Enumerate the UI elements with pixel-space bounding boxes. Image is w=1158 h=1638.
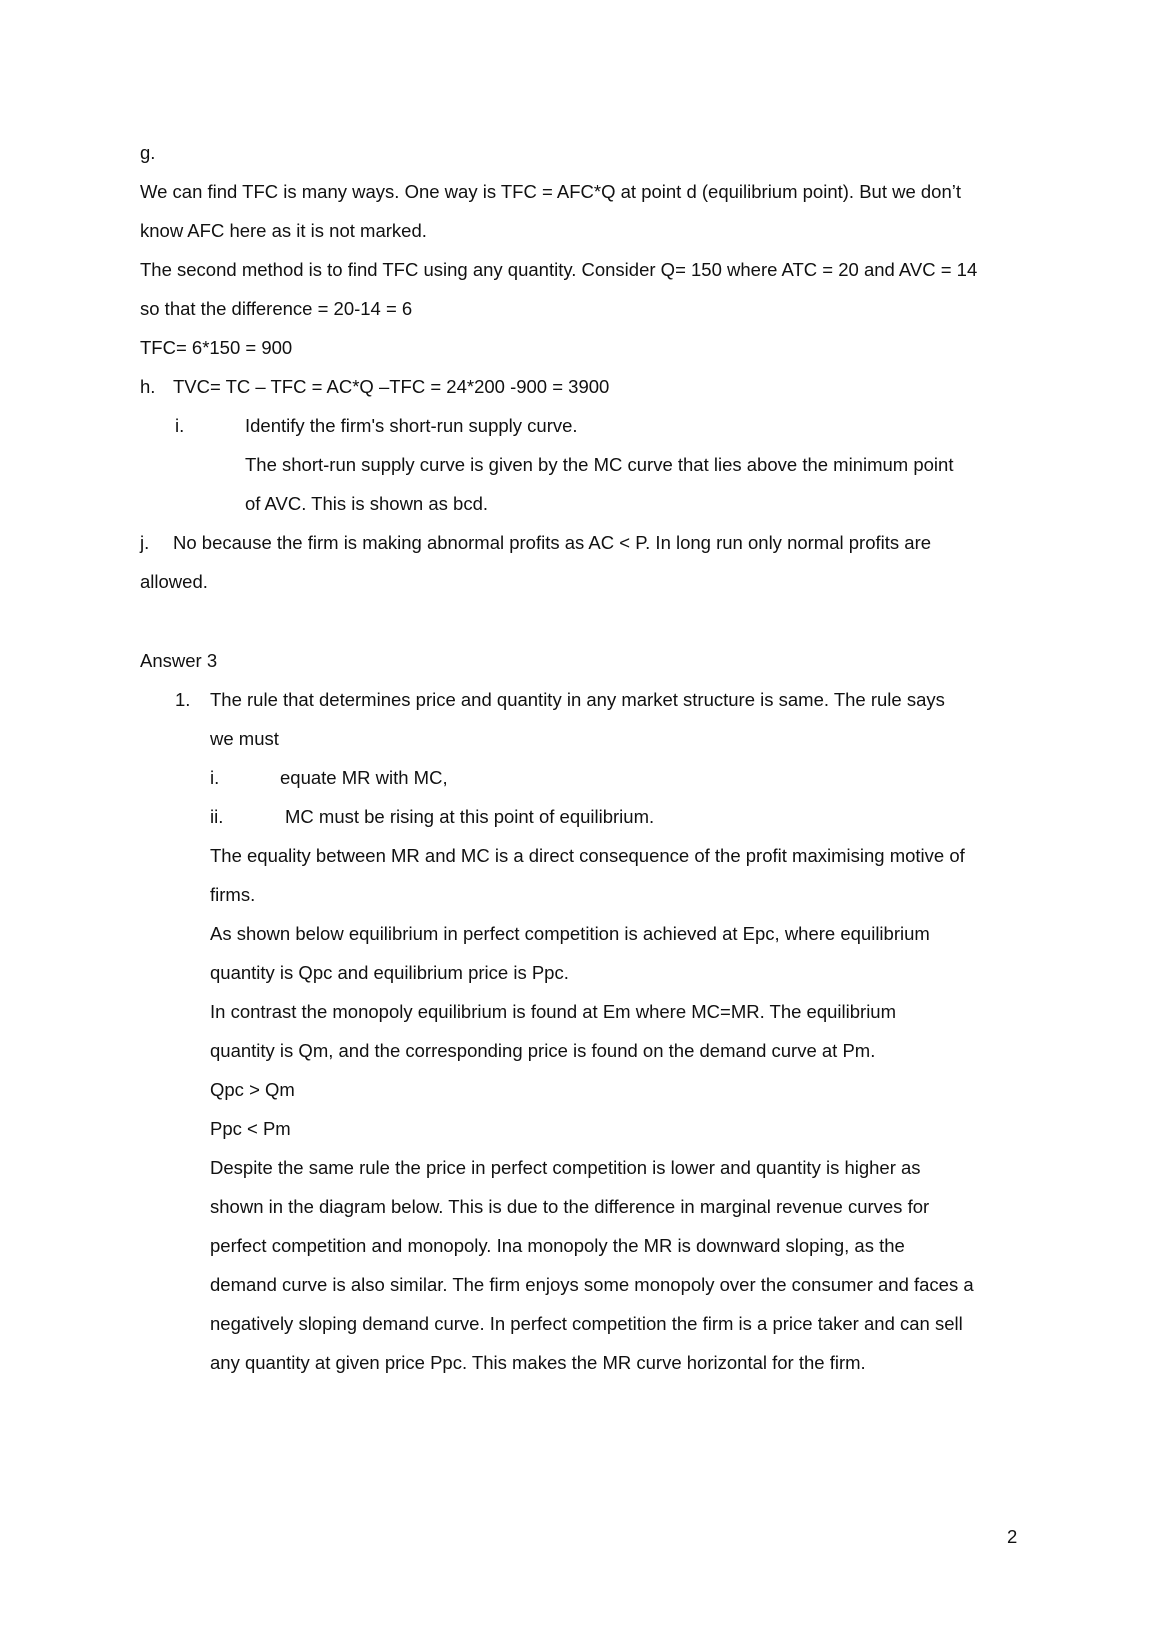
part-i-answer-line-1: The short-run supply curve is given by the MC curve that lies above the minimum point [245, 454, 954, 475]
part-j-text: No because the firm is making abnormal profits as AC < P. In long run only normal profits are [173, 532, 932, 553]
part-i-marker: i. [175, 415, 185, 436]
part-g-line-2: know AFC here as it is not marked. [140, 220, 427, 241]
body-line-1: The equality between MR and MC is a direct consequence of the profit maximising motive of [210, 845, 965, 866]
part-j-continuation: allowed. [140, 571, 208, 592]
answer3-item1-line-2: we must [210, 728, 279, 749]
body-line-14: any quantity at given price Ppc. This makes the MR curve horizontal for the firm. [210, 1352, 866, 1373]
part-i-answer-line-2: of AVC. This is shown as bcd. [245, 493, 489, 514]
body-line-5: In contrast the monopoly equilibrium is found at Em where MC=MR. The equilibrium [210, 1001, 897, 1022]
body-line-8: Ppc < Pm [210, 1118, 291, 1139]
body-line-12: demand curve is also similar. The firm enjoys some monopoly over the consumer and faces a [210, 1274, 974, 1295]
body-line-6: quantity is Qm, and the corresponding price is found on the demand curve at Pm. [210, 1040, 876, 1061]
body-line-9: Despite the same rule the price in perfect competition is lower and quantity is higher as [210, 1157, 921, 1178]
part-h-text: TVC= TC – TFC = AC*Q –TFC = 24*200 -900 = 3900 [173, 376, 610, 397]
subitem-i-marker: i. [210, 767, 220, 788]
part-g-line-4: so that the difference = 20-14 = 6 [140, 298, 413, 319]
body-line-7: Qpc > Qm [210, 1079, 295, 1100]
part-j-marker: j. [140, 532, 150, 553]
page-number: 2 [1007, 1526, 1018, 1547]
answer3-item1-marker: 1. [175, 689, 191, 710]
subitem-ii-marker: ii. [210, 806, 224, 827]
subitem-i-text: equate MR with MC, [280, 767, 448, 788]
body-line-4: quantity is Qpc and equilibrium price is Ppc. [210, 962, 569, 983]
answer3-heading: Answer 3 [140, 650, 218, 671]
body-line-10: shown in the diagram below. This is due to the difference in marginal revenue curves for [210, 1196, 930, 1217]
body-line-13: negatively sloping demand curve. In perfect competition the firm is a price taker and can sell [210, 1313, 963, 1334]
part-i-question: Identify the firm's short-run supply curve. [245, 415, 578, 436]
part-h-marker: h. [140, 376, 156, 397]
body-line-3: As shown below equilibrium in perfect competition is achieved at Epc, where equilibrium [210, 923, 930, 944]
part-g-line-3: The second method is to find TFC using any quantity. Consider Q= 150 where ATC = 20 and AVC = 14 [140, 259, 978, 280]
body-line-2: firms. [210, 884, 256, 905]
part-g-label: g. [140, 142, 156, 163]
part-g-line-5: TFC= 6*150 = 900 [140, 337, 293, 358]
answer3-item1-line-1: The rule that determines price and quantity in any market structure is same. The rule says [210, 689, 945, 710]
body-line-11: perfect competition and monopoly. Ina monopoly the MR is downward sloping, as the [210, 1235, 905, 1256]
subitem-ii-text: MC must be rising at this point of equilibrium. [285, 806, 655, 827]
part-g-line-1: We can find TFC is many ways. One way is TFC = AFC*Q at point d (equilibrium point). But we don’t [140, 181, 962, 202]
